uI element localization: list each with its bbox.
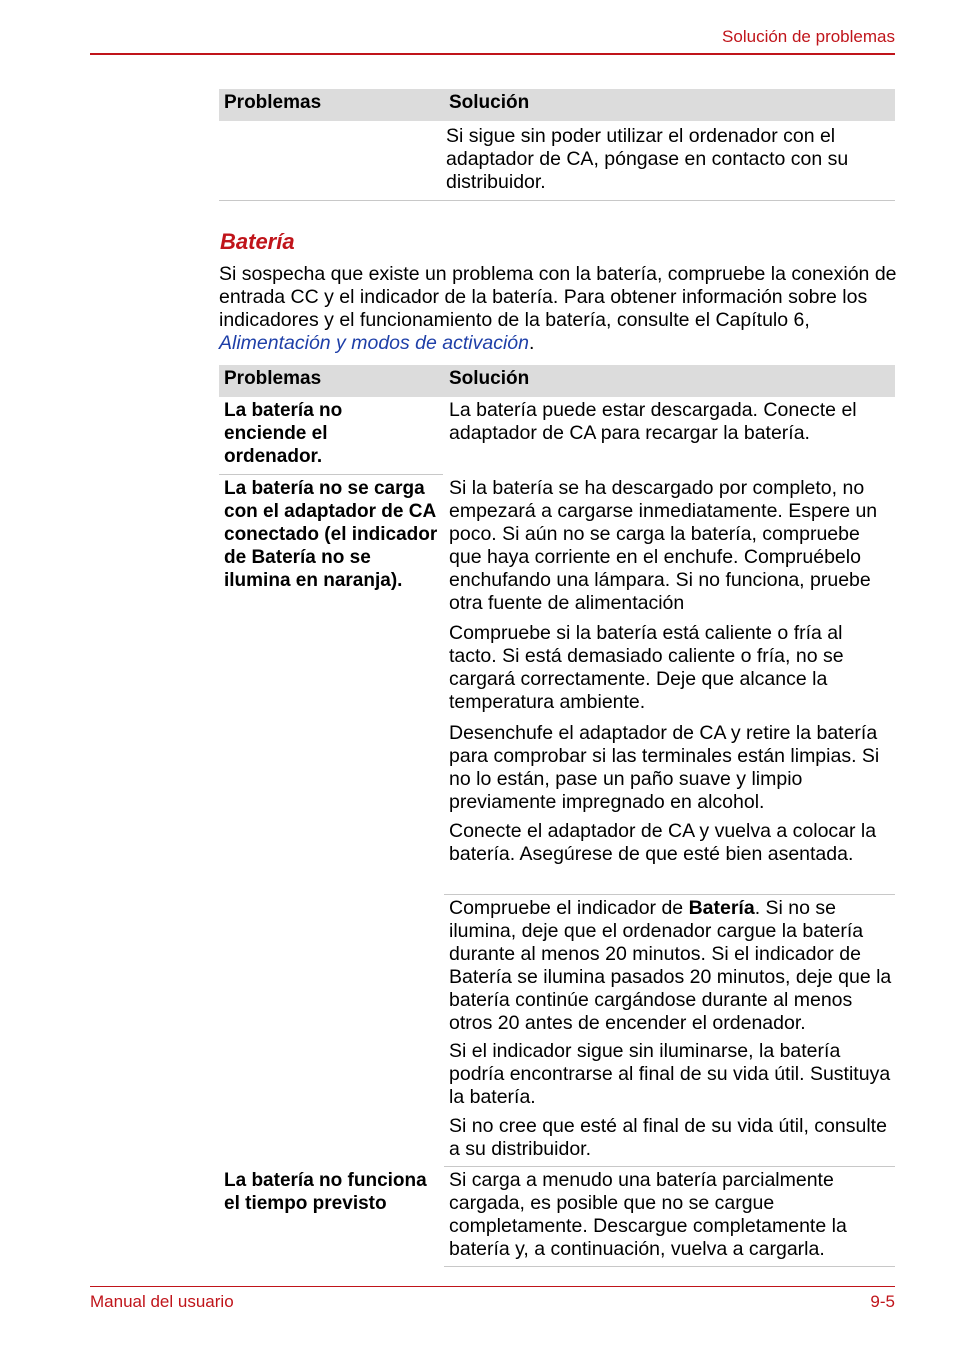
page-header-title: Solución de problemas	[722, 27, 895, 46]
footer-manual-title: Manual del usuario	[90, 1292, 234, 1311]
row-rule	[444, 894, 895, 895]
problem-cell: La batería no funciona el tiempo previsto	[224, 1170, 427, 1214]
section-intro	[219, 263, 909, 355]
chapter-link[interactable]: Alimentación y modos de activación	[219, 332, 529, 354]
intro-period: .	[529, 332, 535, 354]
solution-cell: Desenchufe el adaptador de CA y retire la batería para comprobar si las terminales están limpias. Si no lo están, pase un paño suave y limpio previamente impregnado en alcohol.	[449, 722, 880, 813]
column-header-solution: Solución	[449, 92, 530, 113]
row-rule	[444, 1166, 895, 1167]
table2-header	[219, 365, 895, 397]
indicator-text-rest: . Si no se ilumina, deje que el ordenador cargue la batería durante al menos 20 minutos. Si el indicador de Batería se ilumina pasados 20 minutos, deje que la batería continúe cargándose durante al menos otros 20 antes de encender el ordenador.	[449, 897, 892, 1034]
row-rule	[219, 474, 443, 475]
column-header-solution: Solución	[449, 368, 530, 389]
section-title: Batería	[220, 229, 295, 254]
table2-bottom-rule	[444, 1266, 895, 1267]
solution-cell: Si el indicador sigue sin iluminarse, la batería podría encontrarse al final de su vida útil. Sustituya la batería.	[449, 1040, 891, 1108]
footer-rule	[90, 1286, 895, 1287]
table1-solution: Si sigue sin poder utilizar el ordenador con el adaptador de CA, póngase en contacto con su distribuidor.	[446, 125, 849, 193]
header-rule	[90, 53, 895, 55]
intro-text: Si sospecha que existe un problema con la batería, compruebe la conexión de entrada CC y el indicador de la batería. Para obtener información sobre los indicadores y el funcionamiento de la batería, consulte el Capítulo 6,	[219, 263, 897, 331]
solution-cell: Compruebe si la batería está caliente o fría al tacto. Si está demasiado caliente o fría, no se cargará correctamente. Deje que alcance la temperatura ambiente.	[449, 622, 844, 713]
problem-cell: La batería no se carga con el adaptador de CA conectado (el indicador de Batería no se ilumina en naranja).	[224, 478, 438, 591]
page-number: 9-5	[870, 1292, 895, 1311]
indicator-bold: Batería	[688, 897, 755, 919]
table1-header	[219, 89, 895, 121]
solution-cell: Conecte el adaptador de CA y vuelva a colocar la batería. Asegúrese de que esté bien asentada.	[449, 820, 877, 865]
solution-cell: Si carga a menudo una batería parcialmente cargada, es posible que no se cargue completamente. Descargue completamente la batería y, a continuación, vuelva a cargarla.	[449, 1169, 847, 1260]
problem-cell: La batería no enciende el ordenador.	[224, 400, 343, 467]
solution-cell: Si no cree que esté al final de su vida útil, consulte a su distribuidor.	[449, 1115, 887, 1160]
column-header-problems: Problemas	[224, 368, 322, 389]
solution-cell: Si la batería se ha descargado por completo, no empezará a cargarse inmediatamente. Espere un poco. Si aún no se carga la batería, compruebe que haya corriente en el enchufe. Compruébelo enchufando una lámpara. Si no funciona, pruebe otra fuente de alimentación	[449, 477, 878, 614]
solution-cell	[449, 897, 895, 1035]
solution-cell: La batería puede estar descargada. Conecte el adaptador de CA para recargar la batería.	[449, 399, 857, 444]
column-header-problems: Problemas	[224, 92, 322, 113]
indicator-text: Compruebe el indicador de	[449, 897, 689, 919]
table1-bottom-rule	[219, 200, 895, 201]
